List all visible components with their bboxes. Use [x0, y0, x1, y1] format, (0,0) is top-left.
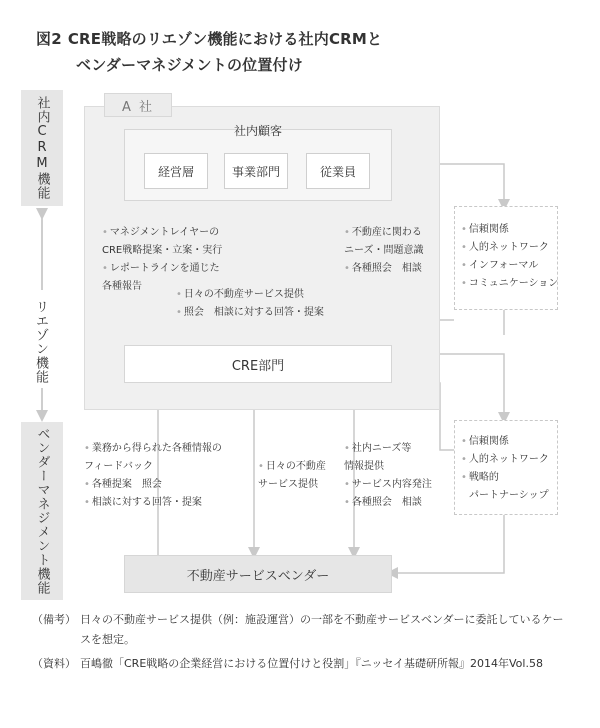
note-vendor-daily: • 日々の不動産 サービス提供	[258, 461, 326, 490]
note-internal-needs: • 社内ニーズ等 情報提供 • サービス内容発注 • 各種照会 相談	[344, 443, 432, 508]
side-label-liaison: リエゾン機能	[31, 296, 50, 388]
figure-title-line2: ベンダーマネジメントの位置付け	[76, 56, 303, 74]
side-label-vendor-mgmt: ベンダーマネジメント機能	[21, 422, 63, 600]
footer-source	[32, 654, 570, 674]
side-label-crm: 社内CRM機能	[21, 90, 63, 206]
trust-box-bottom: • 信頼関係 • 人的ネットワーク • 戦略的 パートナーシップ	[454, 420, 558, 515]
figure-number: 図2	[36, 30, 62, 48]
note-daily-service: • 日々の不動産サービス提供 • 照会 相談に対する回答・提案	[176, 289, 324, 318]
footer-note	[32, 610, 570, 650]
company-label: A 社	[104, 93, 172, 117]
figure-title-line1: CRE戦略のリエゾン機能における社内CRMと	[67, 30, 383, 48]
trust-box-top: • 信頼関係 • 人的ネットワーク • インフォーマル • コミュニケーション	[454, 206, 558, 310]
footer-note-tag: （備考）	[32, 613, 76, 626]
customer-business-unit: 事業部門	[224, 153, 288, 189]
cre-department-box: CRE部門	[124, 345, 392, 383]
note-management-layer: • マネジメントレイヤーの CRE戦略提案・立案・実行 • レポートラインを通じた 各種報告	[102, 227, 223, 292]
footer-source-text: 百嶋徹「CRE戦略の企業経営における位置付けと役割」『ニッセイ基礎研所報』2014年Vol.58	[80, 657, 543, 670]
note-employee-needs: • 不動産に関わる ニーズ・問題意識 • 各種照会 相談	[344, 227, 424, 274]
internal-customer-title: 社内顧客	[233, 124, 282, 138]
customer-employee: 従業員	[306, 153, 370, 189]
side-column-bottom	[20, 422, 64, 600]
footer-source-tag: （資料）	[32, 657, 76, 670]
side-column	[20, 90, 64, 206]
customer-executive: 経営層	[144, 153, 208, 189]
footer-note-text: 日々の不動産サービス提供（例：施設運営）の一部を不動産サービスベンダーに委託しているケースを想定。	[80, 613, 564, 646]
real-estate-vendor-box: 不動産サービスベンダー	[124, 555, 392, 593]
note-vendor-feedback: • 業務から得られた各種情報の フィードバック • 各種提案 照会 • 相談に対する回答・提案	[84, 443, 222, 508]
